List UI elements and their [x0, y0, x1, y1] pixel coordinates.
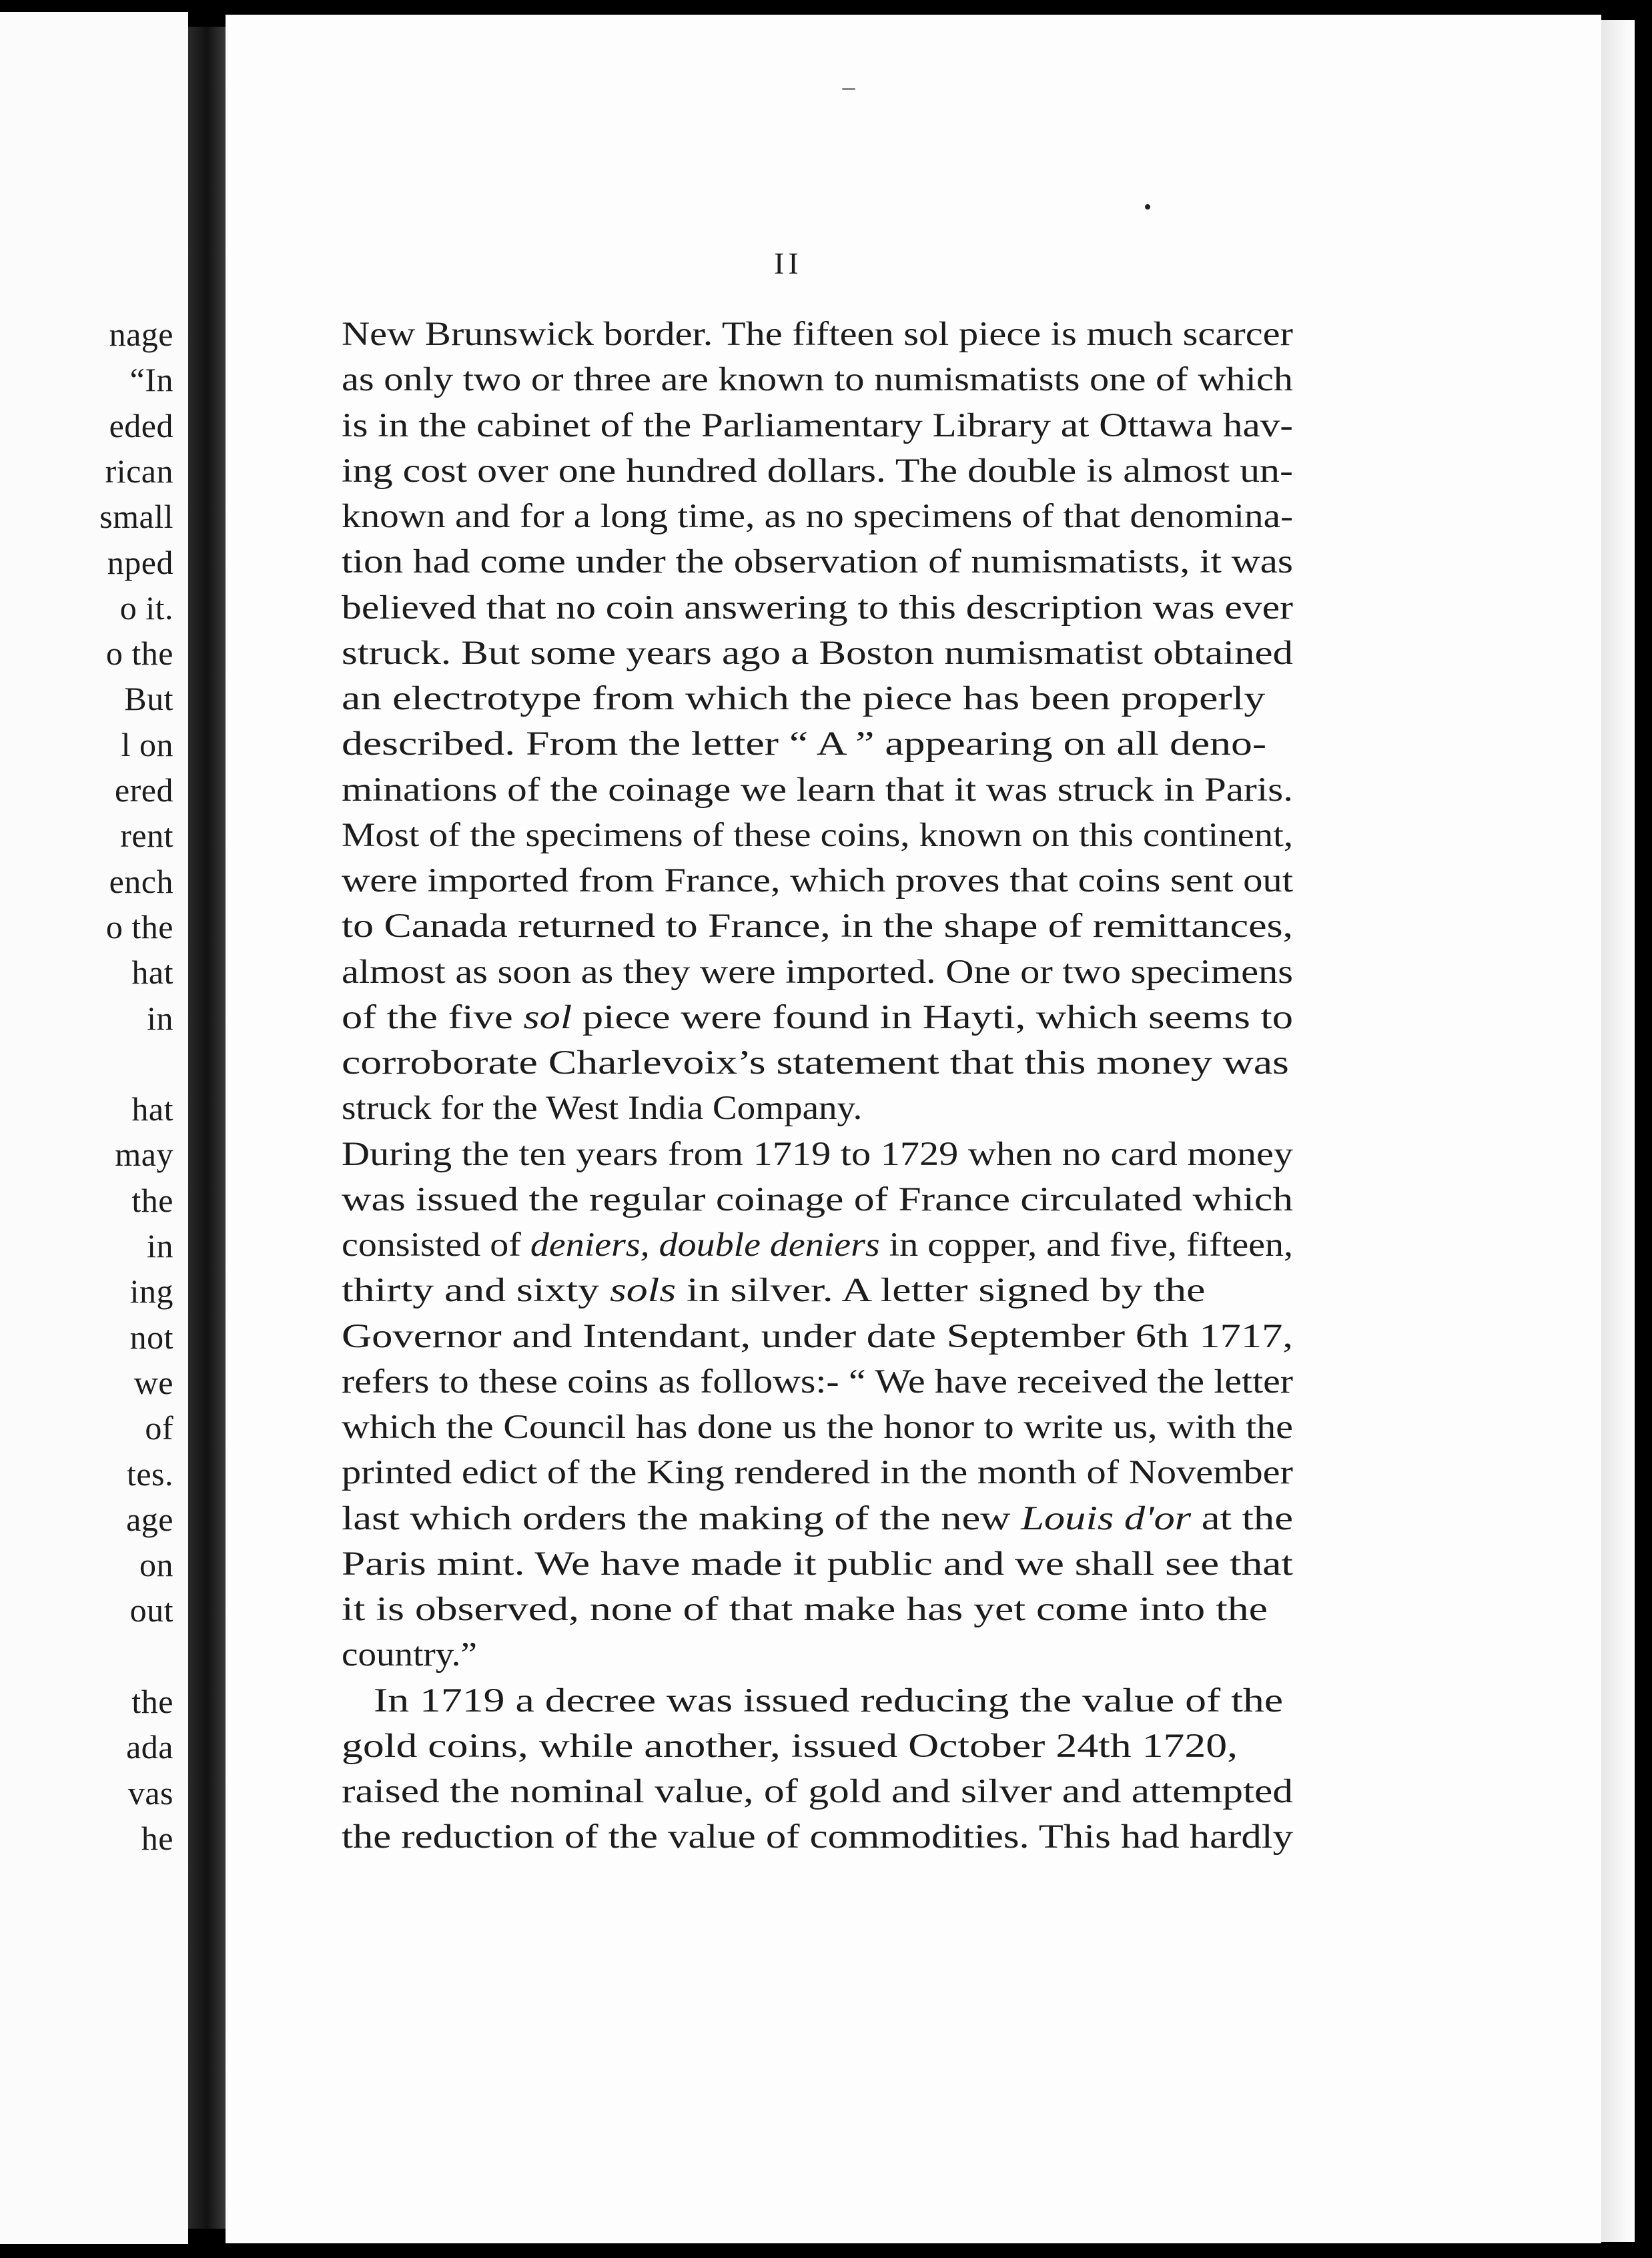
previous-page-line: in [147, 999, 173, 1037]
text-line [342, 1365, 1293, 1399]
text-run: believed that no coin answering to this description was ever [342, 589, 1293, 627]
previous-page-line: of [145, 1409, 173, 1447]
text-run: almost as soon as they were imported. One or two specimens [342, 953, 1293, 991]
text-line [342, 682, 1265, 716]
text-line [342, 1820, 1293, 1854]
italic-text: sols [609, 1272, 677, 1310]
text-run: it is observed, none of that make has yet come into the [342, 1591, 1268, 1628]
previous-page-line: the [131, 1181, 173, 1219]
text-line [342, 953, 1293, 991]
previous-page-line: “In [129, 361, 173, 399]
text-run: an electrotype from which the piece has been properly [342, 680, 1266, 717]
text-line [342, 500, 1293, 534]
text-run: Most of the specimens of these coins, known on this continent, [342, 816, 1294, 854]
dust-speck [1145, 204, 1150, 210]
previous-page-line: o the [105, 635, 173, 673]
text-run: as only two or three are known to numismatists one of which [342, 361, 1293, 399]
text-line [374, 1681, 1284, 1720]
page-number: II [774, 246, 803, 280]
text-run: consisted of [342, 1226, 530, 1264]
text-line [342, 454, 1293, 488]
text-line [342, 909, 1293, 944]
previous-page-line: in [147, 1227, 173, 1264]
text-line [342, 318, 1293, 352]
previous-page-line: ada [126, 1728, 173, 1766]
text-line [342, 1228, 1293, 1262]
text-run: Paris mint. We have made it public and we shall see that [342, 1545, 1293, 1583]
text-line [342, 1593, 1268, 1627]
text-run: described. From the letter “ A ” appearing on all deno- [342, 725, 1267, 763]
text-line [342, 727, 1266, 761]
text-run: known and for a long time, as no specimens of that denomina- [342, 498, 1293, 535]
text-run: minations of the coinage we learn that it was struck in Paris. [342, 771, 1293, 809]
text-line [342, 1456, 1293, 1490]
text-run: thirty and sixty [342, 1272, 610, 1310]
text-line [342, 1317, 1293, 1355]
text-line [342, 1046, 1289, 1080]
previous-page-line: age [126, 1500, 173, 1538]
text-line [342, 1547, 1293, 1581]
text-line [342, 1135, 1293, 1173]
text-run: was issued the regular coinage of France circulated which [342, 1180, 1293, 1218]
text-run: In 1719 a decree was issued reducing the value of the [374, 1681, 1284, 1720]
text-line [342, 591, 1293, 625]
text-line [342, 406, 1293, 444]
text-run: Governor and Intendant, under date September 6th 1717, [342, 1317, 1293, 1355]
text-run: piece were found in Hayti, which seems to [572, 998, 1293, 1036]
text-line [342, 363, 1293, 397]
previous-page-line: eded [109, 406, 173, 444]
text-run: gold coins, while another, issued October 24th 1720, [342, 1727, 1238, 1765]
previous-page-line: may [115, 1136, 173, 1174]
text-line [342, 1775, 1293, 1809]
previous-page-line: o the [105, 907, 173, 946]
text-run: refers to these coins as follows:- “ We have received the letter [342, 1363, 1293, 1401]
text-line [342, 1180, 1293, 1218]
text-run: struck for the West India Company. [342, 1090, 863, 1128]
previous-page-line: ing [129, 1272, 173, 1310]
text-run: tion had come under the observation of numismatists, it was [342, 543, 1293, 581]
previous-page-line: ench [109, 862, 173, 900]
italic-text: deniers, double deniers [530, 1226, 880, 1264]
text-line [342, 1727, 1238, 1765]
text-run: During the ten years from 1719 to 1729 when no card money [342, 1135, 1293, 1173]
text-line [342, 998, 1293, 1036]
text-line [342, 1638, 477, 1672]
text-run: printed edict of the King rendered in the month of November [342, 1454, 1294, 1492]
text-line [342, 634, 1293, 672]
text-run: in copper, and five, fifteen, [879, 1226, 1293, 1264]
previous-page-line: rent [120, 817, 173, 855]
text-line [342, 1411, 1293, 1445]
text-run: last which orders the making of the new [342, 1499, 1021, 1537]
previous-page-line: he [141, 1819, 173, 1857]
previous-page-line: hat [131, 1090, 173, 1128]
text-run: struck. But some years ago a Boston numismatist obtained [342, 634, 1293, 672]
previous-page-line: vas [127, 1774, 173, 1812]
italic-text: Louis d'or [1021, 1499, 1192, 1537]
book-gutter [188, 27, 226, 2229]
text-run: the reduction of the value of commodities. This had hardly [342, 1818, 1293, 1856]
previous-page-line: we [133, 1363, 173, 1401]
previous-page-line: out [129, 1591, 173, 1629]
previous-page-line: hat [131, 954, 173, 992]
text-run: raised the nominal value, of gold and silver and attempted [342, 1773, 1293, 1810]
dust-speck [842, 88, 855, 90]
text-line [342, 1092, 862, 1126]
previous-page-line: ered [114, 771, 173, 809]
previous-page-line: not [129, 1318, 173, 1356]
previous-page-line: But [124, 680, 173, 718]
text-run: country.” [342, 1636, 477, 1674]
text-line [342, 545, 1293, 579]
previous-page-line: o it. [119, 589, 173, 627]
text-run: of the five [342, 998, 524, 1036]
text-line [342, 1274, 1205, 1308]
text-run: which the Council has done us the honor to write us, with the [342, 1409, 1293, 1446]
italic-text: sol [523, 998, 572, 1036]
previous-page-line: nped [107, 543, 173, 581]
previous-page-line: tes. [126, 1455, 173, 1493]
previous-page-line: small [99, 498, 173, 536]
text-run: New Brunswick border. The fifteen sol piece is much scarcer [342, 316, 1293, 353]
text-run: corroborate Charlevoix’s statement that this money was [342, 1044, 1289, 1082]
text-line [342, 864, 1293, 898]
page-edge [1601, 20, 1635, 2242]
text-line [342, 773, 1293, 807]
previous-page-line: nage [109, 316, 173, 353]
text-line [342, 816, 1294, 854]
text-run: is in the cabinet of the Parliamentary Library at Ottawa hav- [342, 406, 1293, 444]
text-run: in silver. A letter signed by the [676, 1272, 1206, 1310]
text-run: at the [1191, 1499, 1293, 1537]
text-run: to Canada returned to France, in the shape of remittances, [342, 907, 1293, 946]
previous-page-line: rican [105, 452, 173, 490]
previous-page-fragment [0, 12, 188, 2244]
text-run: were imported from France, which proves that coins sent out [342, 862, 1293, 899]
text-run: ing cost over one hundred dollars. The double is almost un- [342, 452, 1293, 490]
previous-page-line: the [131, 1683, 173, 1720]
text-line [342, 1499, 1293, 1537]
previous-page-line: l on [121, 725, 173, 763]
previous-page-line: on [139, 1546, 173, 1584]
